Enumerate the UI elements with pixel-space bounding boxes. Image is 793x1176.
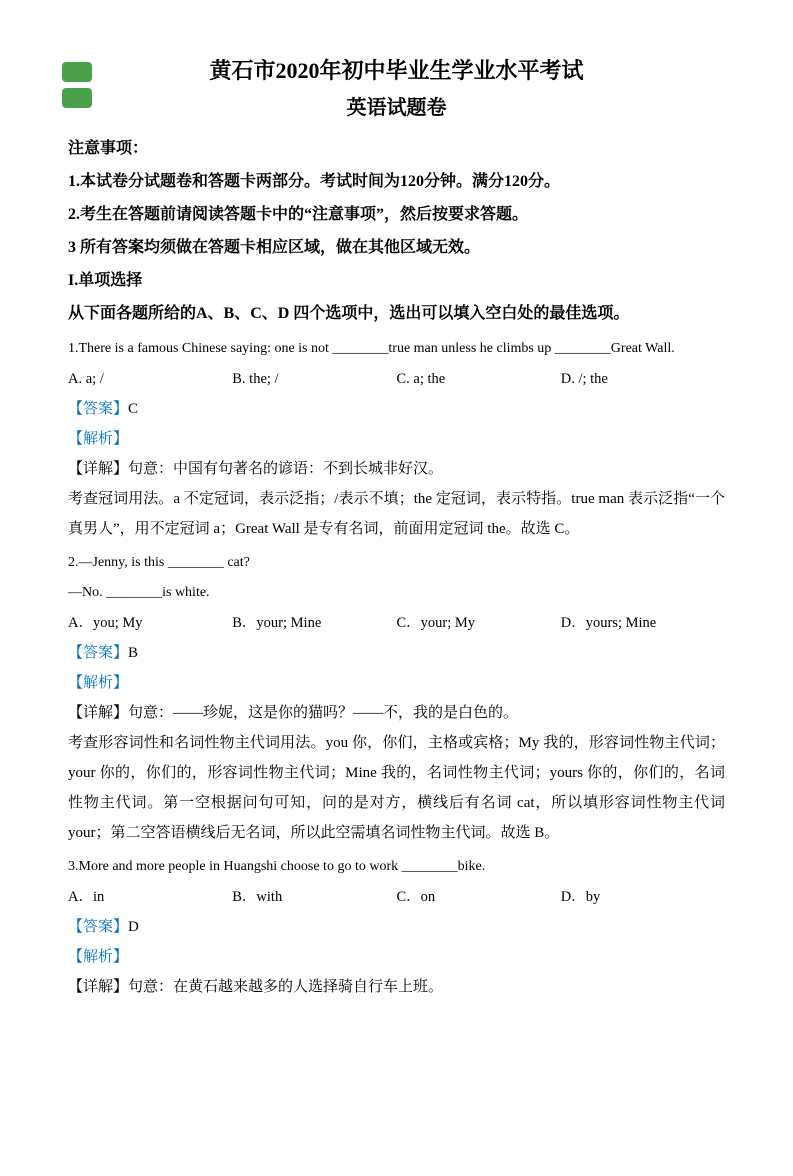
notice-item-3: 3 所有答案均须做在答题卡相应区域，做在其他区域无效。 (68, 239, 481, 256)
corner-badges (62, 62, 92, 108)
question-1-stem: 1.There is a famous Chinese saying: one is not ________true man unless he climbs up ________Great Wall. (68, 341, 675, 356)
section-heading: I.单项选择 (68, 272, 143, 289)
question-3-options (68, 882, 725, 912)
question-1-options (68, 364, 725, 394)
analysis-label: 【解析】 (68, 675, 129, 691)
question-3-analysis-line (68, 942, 725, 972)
question-2-stem: 2.—Jenny, is this ________ cat? (68, 555, 250, 570)
q1-option-c: C. a; the (396, 371, 446, 387)
exam-subtitle: 英语试题卷 (346, 97, 447, 119)
question-2-detail-1: 【详解】句意：——珍妮，这是你的猫吗？——不，我的是白色的。 (68, 705, 519, 721)
q3-option-d: D．by (560, 889, 601, 905)
q3-option-b: B．with (232, 889, 283, 905)
answer-label: 【答案】 (68, 919, 129, 935)
analysis-label: 【解析】 (68, 949, 129, 965)
q2-option-b: B．your; Mine (232, 615, 322, 631)
question-2-detail-2: 考查形容词性和名词性物主代词用法。you 你，你们，主格或宾格；My 我的，形容词性物主代词；your 你的，你们的，形容词性物主代词；Mine 我的，名词性物主代词；yours 你的，你们的，名词性物主代词。第一空根据问句可知，问的是对方，横线后有名词 cat，所以填形容词性物主代词 your；第二空答语横线后无名词，所以此空需填名词性物主代词。故选 B。 (68, 735, 725, 841)
question-2-options (68, 608, 725, 638)
question-2-analysis-line (68, 668, 725, 698)
answer-value: B (128, 645, 139, 661)
q2-option-c: C．your; My (396, 615, 476, 631)
q3-option-a: A．in (68, 889, 105, 905)
green-badge-icon-2 (62, 88, 92, 108)
question-2-stem-line-2: —No. ________is white. (68, 585, 210, 600)
question-3-detail-1: 【详解】句意：在黄石越来越多的人选择骑自行车上班。 (68, 979, 444, 995)
exam-title: 黄石市2020年初中毕业生学业水平考试 (209, 58, 584, 83)
notice-item-2: 2.考生在答题前请阅读答题卡中的“注意事项”，然后按要求答题。 (68, 206, 529, 223)
question-3-answer-line (68, 912, 725, 942)
question-2-answer-line (68, 638, 725, 668)
question-1-answer-line (68, 394, 725, 424)
q2-option-a: A．you; My (68, 615, 143, 631)
question-3-stem: 3.More and more people in Huangshi choose to go to work ________bike. (68, 859, 486, 874)
exam-document-page (0, 54, 793, 1176)
question-1-detail-1: 【详解】句意：中国有句著名的谚语：不到长城非好汉。 (68, 461, 444, 477)
q1-option-a: A. a; / (68, 371, 104, 387)
notice-heading: 注意事项： (68, 140, 149, 157)
q1-option-d: D. /; the (560, 371, 608, 387)
q1-option-b: B. the; / (232, 371, 279, 387)
question-1-detail-2: 考查冠词用法。a 不定冠词，表示泛指；/表示不填；the 定冠词，表示特指。true man 表示泛指“一个真男人”，用不定冠词 a；Great Wall 是专有名词，前面用定冠词 the。故选 C。 (68, 491, 725, 537)
green-badge-icon (62, 62, 92, 82)
answer-label: 【答案】 (68, 401, 129, 417)
section-instruction: 从下面各题所给的A、B、C、D 四个选项中，选出可以填入空白处的最佳选项。 (68, 305, 630, 322)
answer-value: C (128, 401, 139, 417)
answer-value: D (128, 919, 139, 935)
answer-label: 【答案】 (68, 645, 129, 661)
analysis-label: 【解析】 (68, 431, 129, 447)
q2-option-d: D．yours; Mine (560, 615, 657, 631)
question-1-analysis-line (68, 424, 725, 454)
q3-option-c: C．on (396, 889, 436, 905)
notice-item-1: 1.本试卷分试题卷和答题卡两部分。考试时间为120分钟。满分120分。 (68, 173, 561, 190)
